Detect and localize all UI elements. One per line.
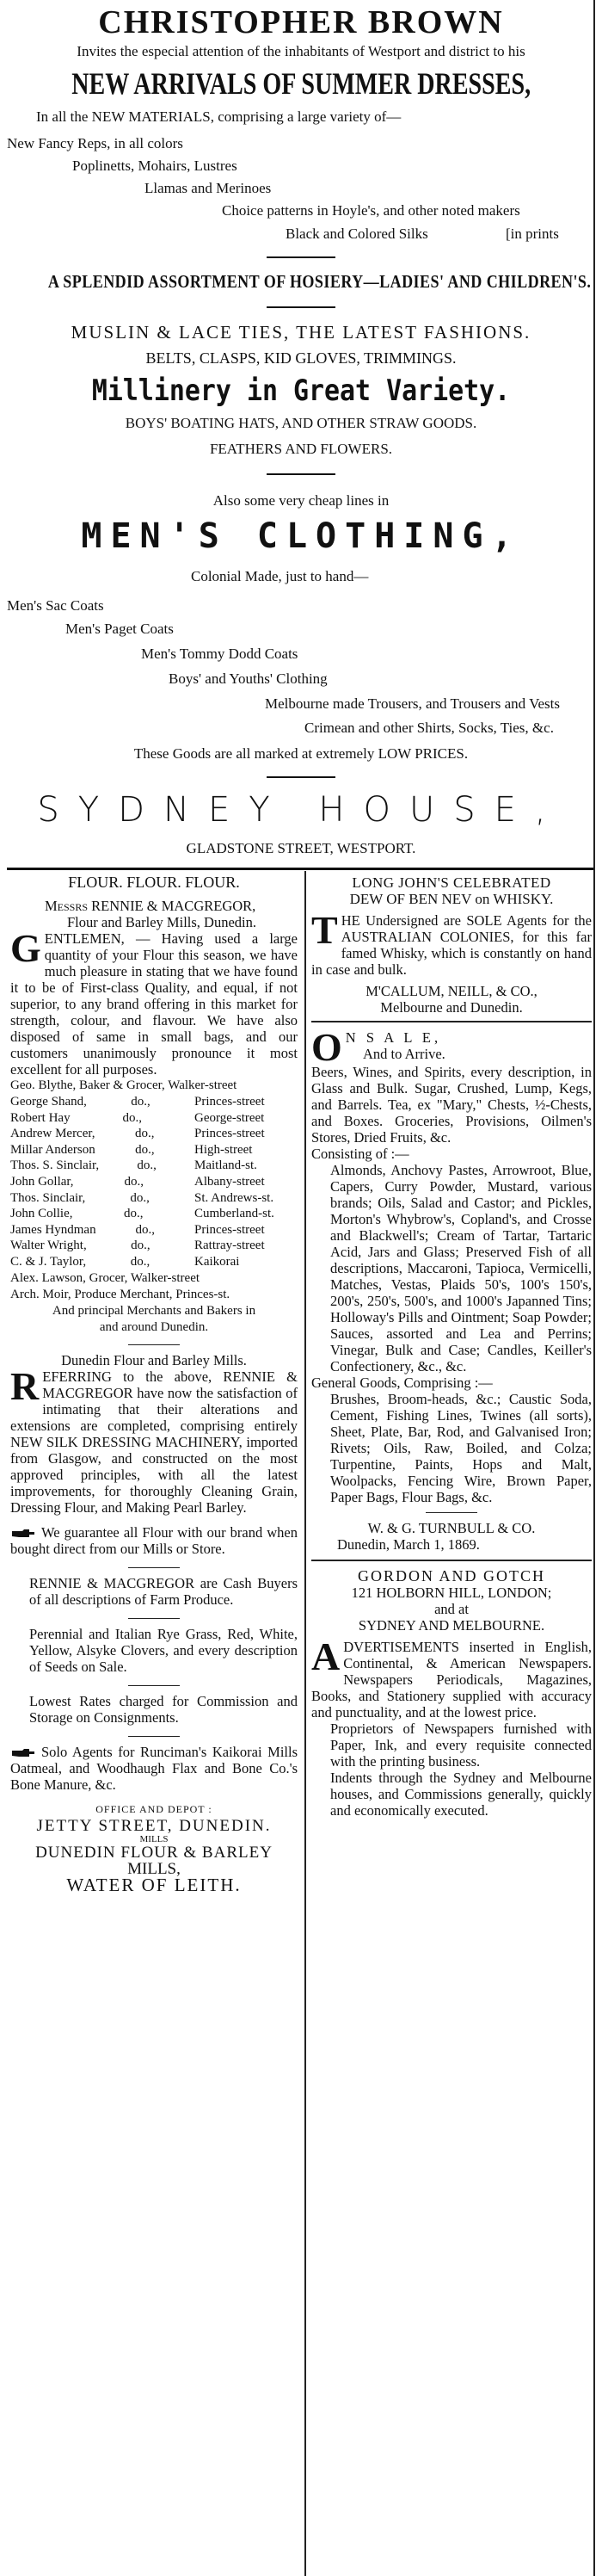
holborn-address: 121 HOLBORN HILL, LONDON; [351,1585,552,1601]
testimonial-row [10,1094,298,1110]
consisting-list: Almonds, Anchovy Pastes, Arrowroot, Blue, Capers, Curry Powder, Mustard, various brands; Oils, Salad and Castor; and Pickles, Morton's Whybrow's, Copland's, and Crosse and Blackwell's; Cream of Tartar, Tartaric Acid, Jars and Glass; Preserved Fish of all descriptions, Maccaroni, Tapioca, Vermicelli, Matches, Vestas, Plaids 50's, 100's 150's, 200's, 250's, 500's, and 1000's Japanned Tins; Holloway's Pills and Ointment; Soap Powder; Sauces, assorted and Lea and Perrins; Vinegar, Bulk and Case; Candles, Keiller's Confectionery, &c., &c. [330,1162,592,1374]
in-prints: [in prints [506,225,559,242]
on-sale-text: N S A L E, [345,1029,442,1046]
jetty-street-address: JETTY STREET, DUNEDIN. [36,1816,272,1835]
flour-heading: FLOUR. FLOUR. FLOUR. [68,874,240,891]
whisky-agents-text: HE Undersigned are SOLE Agents for the AUSTRALIAN COLONIES, for this far famed Whisky, which is constantly on hand in case and bulk. [311,912,592,978]
sole-agents-notice [10,1744,298,1793]
testimonial-row [10,1142,298,1158]
low-prices-line: These Goods are all marked at extremely LOW PRICES. [133,745,469,762]
testimonial-street: Rattray-street [194,1239,265,1253]
advertisements-notice [311,1634,592,1720]
notice-body: EFERRING to the above, RENNIE & MACGREGOR have now the satisfaction of intimating that their alterations and extensions are completed, comprising entirely NEW SILK DRESSING MACHINERY, imported from Glasgow, and constructed on the most approved principles, with all the latest improvements, for thoroughly Cleaning Grain, Dressing Flour, and Making Pearl Barley. [10,1368,298,1516]
pointing-hand-icon [10,1748,36,1758]
dress-item: Black and Colored Silks [286,225,428,242]
rates-notice: Lowest Rates charged for Commission and Storage on Consignments. [29,1692,298,1726]
invitation-line: Invites the especial attention of the inhabitants of Westport and district to his [77,43,525,59]
testimonial-signatory: Geo. Blythe, Baker & Grocer, Walker-street [10,1078,237,1092]
testimonial-name: Andrew Mercer, [10,1127,95,1141]
merchant-name: CHRISTOPHER BROWN [98,4,504,40]
water-of-leith: WATER OF LEITH. [66,1874,242,1895]
consisting-label: Consisting of :— [311,1146,409,1162]
drop-cap: G [10,926,41,970]
gordon-gotch-heading: GORDON AND GOTCH [357,1567,545,1585]
millinery-heading: Millinery in Great Variety. [91,374,511,408]
to-arrive-text: And to Arrive. [363,1046,445,1062]
mccallum-location: Melbourne and Dunedin. [380,999,523,1016]
short-rule [267,473,335,475]
new-arrivals-heading: NEW ARRIVALS OF SUMMER DRESSES, [71,66,531,101]
dress-item: Choice patterns in Hoyle's, and other noted makers [222,202,520,219]
feathers-line: FEATHERS AND FLOWERS. [209,441,393,457]
letter-body: ENTLEMEN, — Having used a large quantity of your Flour this season, we have much pleasure in stating that we have found it to be of First-class Quality, and equal, if not superior, to any brand offering in this market for strength, colour, and flavour. We have also disposed of same in small bags, and our customers unanimously pronounce it most excellent for all purposes. [10,930,298,1078]
testimonial-ditto: do., [131,1095,150,1109]
testimonial-name: John Collie, [10,1207,73,1221]
whisky-heading: DEW OF BEN NEV on WHISKY. [349,891,554,907]
indents-notice: Indents through the Sydney and Melbourne houses, and Commissions generally, quickly and economically executed. [330,1770,592,1819]
testimonial-ditto: do., [124,1174,144,1189]
testimonial-ditto: do., [130,1190,150,1205]
short-rule [267,256,335,258]
general-goods-label: General Goods, Comprising :— [311,1374,493,1391]
clothing-item: Melbourne made Trousers, and Trousers and Vests [265,695,560,712]
guarantee-notice [10,1524,298,1557]
right-column [311,874,592,1819]
newspaper-page [7,0,595,2576]
dunedin-flour-mills: DUNEDIN FLOUR & BARLEY [35,1843,273,1862]
hosiery-heading: A SPLENDID ASSORTMENT OF HOSIERY—LADIES' AND CHILDREN'S. [47,271,592,292]
testimonial-row [10,1126,298,1142]
testimonial-street: Cumberland-st. [194,1207,274,1221]
mills-comma: MILLS, [127,1859,181,1878]
clothing-item: Men's Paget Coats [65,621,174,637]
gentlemen-letter [10,926,298,1078]
testimonial-ditto: do., [131,1239,150,1253]
rye-grass-notice: Perennial and Italian Rye Grass, Red, White, Yellow, Alsyke Clovers, and every description of Seeds on Sale. [29,1625,298,1675]
clothing-item: Crimean and other Shirts, Socks, Ties, &c. [304,720,554,736]
testimonial-row [10,1190,298,1207]
testimonial-name: John Gollar, [10,1174,74,1189]
turnbull-signature: W. & G. TURNBULL & CO. [367,1520,536,1536]
drop-cap: O [311,1025,342,1069]
store-address: GLADSTONE STREET, WESTPORT. [186,840,416,856]
guarantee-text: We guarantee all Flour with our brand when bought direct from our Mills or Store. [10,1523,298,1557]
testimonial-row [10,1206,298,1222]
sole-agents-text: Solo Agents for Runciman's Kaikorai Mills Oatmeal, and Woodhaugh Flax and Bone Co.'s Bone Manure, &c. [10,1743,298,1793]
messrs-line: Flour and Barley Mills, Dunedin. [67,914,256,930]
cheap-lines: Also some very cheap lines in [212,492,390,509]
testimonial-street: Princes-street [194,1095,265,1109]
goods-list: Beers, Wines, and Spirits, every description, in Glass and Bulk. Sugar, Crushed, Lump, Kegs, and Barrels. Tea, ex "Mary," Chests, ½-Chests, and Boxes. Groceries, Provisions, Oilmen's Stores, Dried Fruits, &c. [311,1064,592,1146]
testimonial-street: Princes-street [194,1222,265,1237]
testimonial-ditto: do., [135,1142,155,1157]
testimonial-ditto: do., [124,1207,144,1221]
clothing-item: Men's Tommy Dodd Coats [141,646,298,662]
testimonial-row [10,1174,298,1190]
clothing-item: Men's Sac Coats [7,597,104,614]
pointing-hand-icon [10,1529,36,1539]
testimonial-name: George Shand, [10,1095,87,1109]
testimonial-ditto: do., [135,1222,156,1237]
testimonial-footer: And principal Merchants and Bakers in [52,1303,256,1318]
turnbull-date: Dunedin, March 1, 1869. [337,1536,480,1553]
testimonial-street: Princes-street [194,1127,265,1141]
on-sale-heading [311,1025,592,1069]
testimonial-street: St. Andrews-st. [194,1190,274,1205]
short-rule [267,306,335,308]
testimonial-ditto: do., [137,1158,157,1173]
muslin-line: MUSLIN & LACE TIES, THE LATEST FASHIONS. [71,322,531,343]
testimonial-ditto: do., [130,1254,150,1269]
testimonial-name: James Hyndman [10,1222,96,1237]
dress-item: Poplinetts, Mohairs, Lustres [72,158,237,174]
testimonial-name: Thos. Sinclair, [10,1190,86,1205]
advertisements-text: DVERTISEMENTS inserted in English, Continental, & American Newspapers. Newspapers Periodicals, Magazines, Books, and Stationery supplied with accuracy and punctuality, and at the lowest price. [311,1639,592,1720]
left-column [10,874,298,1893]
testimonial-street: George-street [194,1110,265,1125]
whisky-heading: LONG JOHN'S CELEBRATED [352,874,551,891]
whisky-agents-notice [311,908,592,978]
testimonial-signatory: Alex. Lawson, Grocer, Walker-street [10,1270,200,1285]
belts-line: BELTS, CLASPS, KID GLOVES, TRIMMINGS. [145,349,457,367]
testimonial-row [10,1254,298,1270]
column-divider [304,871,306,2576]
referring-notice [10,1363,298,1516]
mccallum-signature: M'CALLUM, NEILL, & CO., [366,983,538,999]
sydney-melbourne: SYDNEY AND MELBOURNE. [358,1617,545,1634]
testimonial-signatory: Arch. Moir, Produce Merchant, Princes-st. [10,1287,230,1301]
testimonial-name: Robert Hay [10,1110,71,1125]
boys-hats-line: BOYS' BOATING HATS, AND OTHER STRAW GOODS. [125,415,477,431]
mens-clothing-heading: MEN'S CLOTHING, [81,516,521,556]
mills-label: MILLS [139,1833,169,1844]
testimonial-street: Albany-street [194,1174,265,1189]
testimonial-list [10,1094,298,1270]
testimonial-name: Millar Anderson [10,1142,95,1157]
materials-intro: In all the NEW MATERIALS, comprising a large variety of— [36,108,402,125]
mills-heading: Dunedin Flour and Barley Mills. [61,1351,247,1368]
drop-cap: T [311,908,338,952]
office-depot-label: OFFICE AND DEPOT : [95,1802,212,1815]
short-rule [267,776,335,778]
testimonial-row [10,1238,298,1254]
testimonial-street: Kaikorai [194,1254,240,1269]
testimonial-footer: and around Dunedin. [99,1319,209,1334]
section-divider [7,868,593,870]
proprietors-notice: Proprietors of Newspapers furnished with Paper, Ink, and every requisite connected with the printing business. [330,1720,592,1770]
testimonial-name: C. & J. Taylor, [10,1254,87,1269]
clothing-item: Boys' and Youths' Clothing [169,670,328,687]
testimonial-ditto: do., [122,1110,143,1125]
colonial-made: Colonial Made, just to hand— [191,568,369,584]
messrs-line: Messrs RENNIE & MACGREGOR, [45,898,256,914]
testimonial-name: Thos. S. Sinclair, [10,1158,100,1173]
drop-cap: A [311,1634,341,1678]
testimonial-name: Walter Wright, [10,1239,87,1253]
drop-cap: R [10,1363,40,1408]
dress-item: Llamas and Merinoes [144,180,272,196]
dress-item: New Fancy Reps, in all colors [7,135,183,151]
store-name: SYDNEY HOUSE, [37,790,565,830]
testimonial-ditto: do., [135,1127,155,1141]
testimonial-row [10,1222,298,1239]
testimonial-street: Maitland-st. [194,1158,257,1173]
cash-buyers-notice: RENNIE & MACGREGOR are Cash Buyers of all descriptions of Farm Produce. [29,1574,298,1608]
testimonial-row [10,1110,298,1127]
testimonial-row [10,1158,298,1174]
and-at: and at [434,1601,469,1617]
testimonial-street: High-street [194,1142,253,1157]
general-goods-list: Brushes, Broom-heads, &c.; Caustic Soda, Cement, Fishing Lines, Twines (all sorts), Sheet, Plate, Bar, Rod, and Galvanised Iron; Rivets; Oils, Raw, Boiled, and Colza; Turpentine, Paints, Hops and Malt, Woolpacks, Fencing Wire, Brown Paper, Paper Bags, Flour Bags, &c. [330,1391,592,1505]
